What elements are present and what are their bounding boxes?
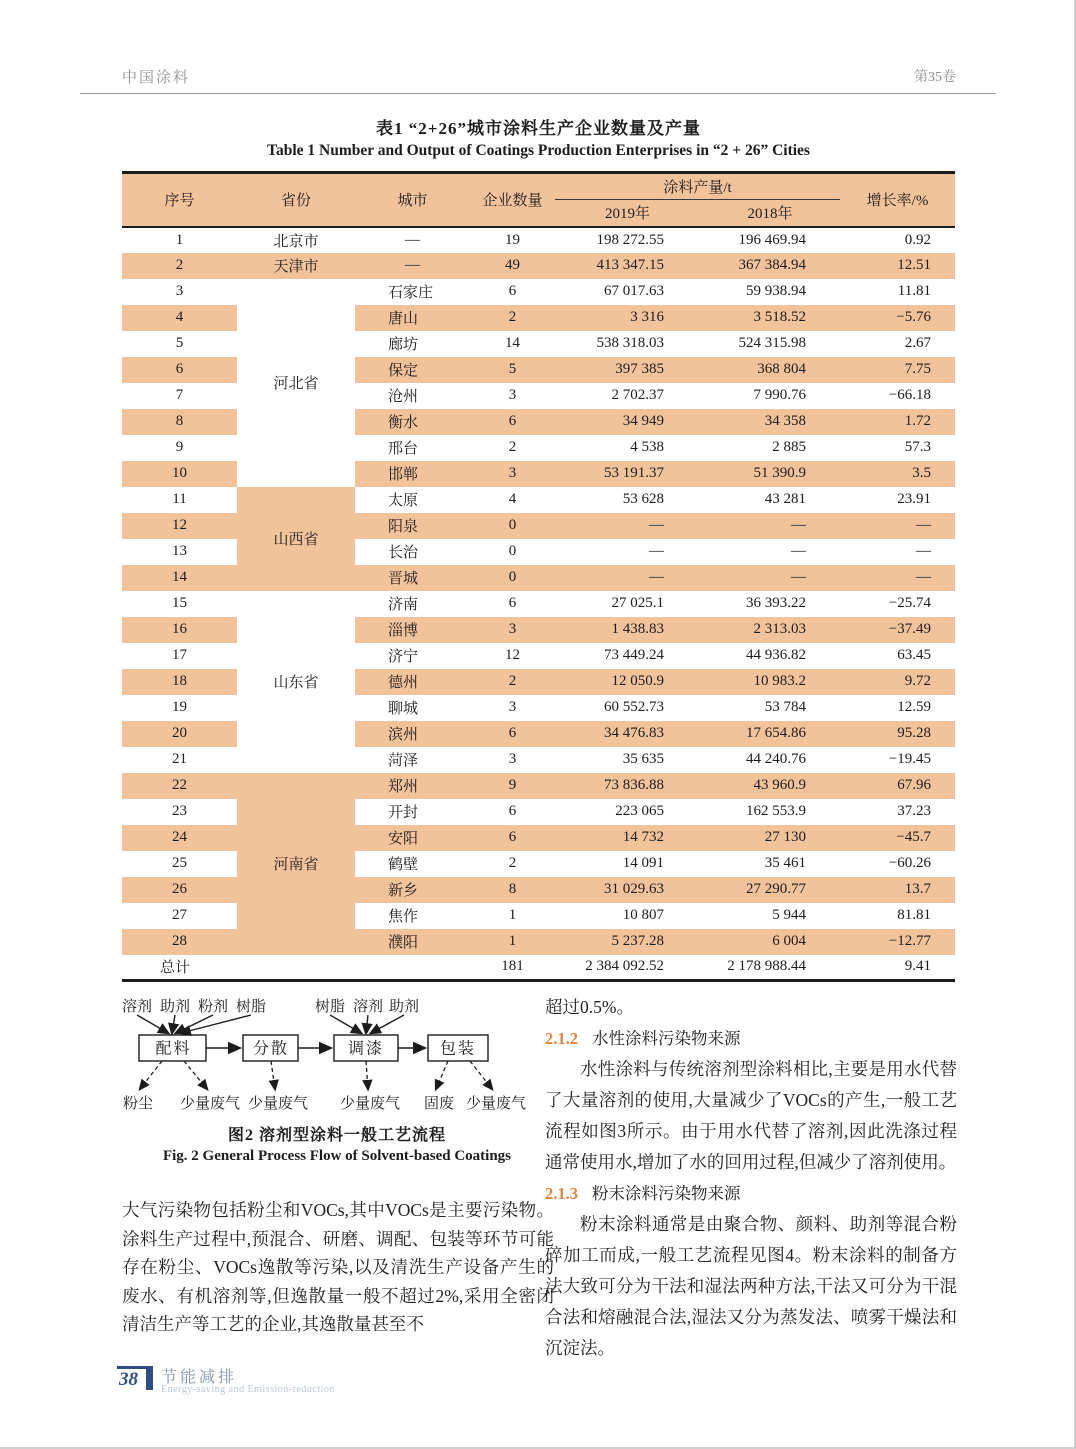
cell-index: 14 [122,565,237,591]
cell-growth: — [840,539,955,565]
cell-index: 16 [122,617,237,643]
section-heading-213 [545,1178,957,1209]
cell-output-2018: 6 004 [700,929,840,955]
header-index: 序号 [122,173,237,227]
flow-output-label: 少量废气 [247,1096,309,1112]
cell-city: 衡水 [355,409,470,435]
cell-city: 太原 [355,487,470,513]
cell-growth: 95.28 [840,721,955,747]
header-output-group: 涂料产量/t [555,173,840,200]
total-output-2018: 2 178 988.44 [700,955,840,981]
cell-index: 13 [122,539,237,565]
page-footer [117,1360,517,1410]
cell-growth: −12.77 [840,929,955,955]
cell-output-2019: 67 017.63 [555,279,700,305]
table-row [122,773,955,799]
cell-index: 19 [122,695,237,721]
section-title: 粉末涂料污染物来源 [592,1184,741,1203]
flow-emission-arrows [140,1061,492,1089]
cell-index: 4 [122,305,237,331]
cell-index: 20 [122,721,237,747]
cell-growth: 1.72 [840,409,955,435]
cell-city: 开封 [355,799,470,825]
cell-enterprises: 12 [470,643,555,669]
paragraph-212: 水性涂料与传统溶剂型涂料相比,主要是用水代替了大量溶剂的使用,大量减少了VOCs的产生,一般工艺流程如图3所示。由于用水代替了溶剂,因此洗涤过程通常使用水,增加了水的回用过程,但减少了溶剂使用。 [545,1059,957,1172]
cell-enterprises: 2 [470,435,555,461]
cell-output-2019: 60 552.73 [555,695,700,721]
cell-output-2019: 34 949 [555,409,700,435]
total-enterprises: 181 [470,955,555,981]
section-title: 水性涂料污染物来源 [592,1029,741,1048]
cell-output-2018: 44 240.76 [700,747,840,773]
cell-enterprises: 3 [470,617,555,643]
cell-city: 滨州 [355,721,470,747]
cell-province: 天津市 [237,253,355,279]
cell-city: 郑州 [355,773,470,799]
cell-enterprises: 0 [470,565,555,591]
flow-box-label: 分散 [252,1040,290,1058]
cell-province: 山西省 [237,487,355,591]
cell-growth: 57.3 [840,435,955,461]
cell-index: 8 [122,409,237,435]
page-number: 38 [119,1369,138,1390]
cell-output-2019: 27 025.1 [555,591,700,617]
cell-city: 菏泽 [355,747,470,773]
cell-output-2019: 53 191.37 [555,461,700,487]
cell-growth: 67.96 [840,773,955,799]
cell-city: 沧州 [355,383,470,409]
section-number: 2.1.2 [545,1029,578,1048]
continuation-text: 超过0.5%。 [545,997,634,1017]
cell-output-2018: 51 390.9 [700,461,840,487]
header-province: 省份 [237,173,355,227]
cell-output-2019: 73 836.88 [555,773,700,799]
cell-index: 2 [122,253,237,279]
header-rule [80,93,996,94]
cell-growth: 11.81 [840,279,955,305]
cell-index: 24 [122,825,237,851]
header-city: 城市 [355,173,470,227]
cell-output-2019: 53 628 [555,487,700,513]
cell-index: 25 [122,851,237,877]
cell-output-2018: 2 885 [700,435,840,461]
cell-enterprises: 49 [470,253,555,279]
cell-output-2019: 5 237.28 [555,929,700,955]
flow-output-label: 粉尘 [122,1096,154,1112]
figure2-diagram [118,998,552,1123]
cell-enterprises: 2 [470,305,555,331]
cell-enterprises: 0 [470,539,555,565]
flow-input-label: 树脂 [314,999,346,1015]
cell-city: 淄博 [355,617,470,643]
cell-enterprises: 3 [470,383,555,409]
cell-city: 安阳 [355,825,470,851]
cell-output-2019: — [555,565,700,591]
volume-number: 第35卷 [914,70,956,85]
cell-index: 9 [122,435,237,461]
cell-growth: −19.45 [840,747,955,773]
cell-output-2018: 7 990.76 [700,383,840,409]
flow-box-label: 包装 [439,1040,477,1058]
total-output-2019: 2 384 092.52 [555,955,700,981]
footer-section-en: Energy-saving and Emission-reduction [161,1384,335,1395]
cell-growth: −45.7 [840,825,955,851]
cell-output-2018: 35 461 [700,851,840,877]
cell-city: 保定 [355,357,470,383]
cell-province: 北京市 [237,227,355,253]
cell-enterprises: 5 [470,357,555,383]
flow-input-label: 粉剂 [197,999,229,1015]
cell-growth: 81.81 [840,903,955,929]
cell-growth: — [840,513,955,539]
cell-enterprises: 0 [470,513,555,539]
cell-enterprises: 19 [470,227,555,253]
cell-enterprises: 2 [470,851,555,877]
cell-output-2019: 2 702.37 [555,383,700,409]
cell-growth: — [840,565,955,591]
cell-enterprises: 6 [470,825,555,851]
cell-output-2019: 538 318.03 [555,331,700,357]
cell-index: 21 [122,747,237,773]
header-growth: 增长率/% [840,173,955,227]
cell-output-2019: 73 449.24 [555,643,700,669]
cell-city: 廊坊 [355,331,470,357]
cell-output-2018: 5 944 [700,903,840,929]
cell-enterprises: 3 [470,461,555,487]
cell-output-2018: 44 936.82 [700,643,840,669]
cell-city: 济南 [355,591,470,617]
cell-index: 1 [122,227,237,253]
cell-city: — [355,227,470,253]
cell-city: 邯郸 [355,461,470,487]
cell-city: 晋城 [355,565,470,591]
cell-growth: 13.7 [840,877,955,903]
cell-index: 12 [122,513,237,539]
cell-enterprises: 6 [470,721,555,747]
cell-growth: 12.59 [840,695,955,721]
section-number: 2.1.3 [545,1184,578,1203]
cell-output-2018: 36 393.22 [700,591,840,617]
cell-output-2019: 31 029.63 [555,877,700,903]
cell-index: 5 [122,331,237,357]
cell-growth: 9.72 [840,669,955,695]
flow-output-label: 少量废气 [465,1096,527,1112]
cell-city: 濮阳 [355,929,470,955]
cell-output-2019: 10 807 [555,903,700,929]
table-row [122,253,955,279]
table-title-zh: 表1 “2+26”城市涂料生产企业数量及产量 [376,119,701,138]
cell-output-2019: 198 272.55 [555,227,700,253]
cell-output-2018: 59 938.94 [700,279,840,305]
process-flow-svg [118,998,552,1118]
table-title-en: Table 1 Number and Output of Coatings Production Enterprises in “2 + 26” Cities [267,142,810,159]
cell-growth: 37.23 [840,799,955,825]
cell-province: 河北省 [237,279,355,487]
cell-output-2019: 223 065 [555,799,700,825]
header-year-2019: 2019年 [555,200,700,227]
cell-growth: −25.74 [840,591,955,617]
figure2-caption-en: Fig. 2 General Process Flow of Solvent-based Coatings [162,1148,512,1164]
total-label: 总计 [122,955,470,981]
cell-index: 22 [122,773,237,799]
cell-city: 长治 [355,539,470,565]
section-heading-212 [545,1023,957,1054]
cell-index: 11 [122,487,237,513]
cell-city: 鹤壁 [355,851,470,877]
cell-index: 6 [122,357,237,383]
cell-enterprises: 6 [470,279,555,305]
flow-output-label: 少量废气 [339,1096,401,1112]
cell-index: 17 [122,643,237,669]
cell-enterprises: 4 [470,487,555,513]
cell-output-2019: 413 347.15 [555,253,700,279]
cell-output-2018: 27 290.77 [700,877,840,903]
cell-output-2018: 2 313.03 [700,617,840,643]
cell-city: 邢台 [355,435,470,461]
cell-city: 阳泉 [355,513,470,539]
cell-enterprises: 14 [470,331,555,357]
cell-output-2018: 10 983.2 [700,669,840,695]
cell-city: 聊城 [355,695,470,721]
cell-output-2019: 14 091 [555,851,700,877]
table-row [122,227,955,253]
cell-growth: 63.45 [840,643,955,669]
flow-input-arrows [137,1015,404,1033]
cell-output-2018: — [700,565,840,591]
cell-index: 18 [122,669,237,695]
table1-wrapper [122,171,955,982]
flow-input-label: 助剂 [388,999,420,1015]
cell-output-2018: — [700,539,840,565]
cell-growth: −37.49 [840,617,955,643]
cell-city: 新乡 [355,877,470,903]
journal-name: 中国涂料 [122,70,191,86]
header-enterprises: 企业数量 [470,173,555,227]
flow-output-label: 少量废气 [179,1096,241,1112]
cell-city: 唐山 [355,305,470,331]
cell-enterprises: 1 [470,929,555,955]
cell-output-2019: 397 385 [555,357,700,383]
cell-output-2018: 34 358 [700,409,840,435]
cell-index: 15 [122,591,237,617]
footer-section-zh: 节能减排 [161,1369,238,1386]
coatings-table [122,171,955,982]
cell-growth: −66.18 [840,383,955,409]
cell-enterprises: 9 [470,773,555,799]
cell-growth: 23.91 [840,487,955,513]
cell-output-2019: 12 050.9 [555,669,700,695]
cell-output-2018: 27 130 [700,825,840,851]
cell-output-2018: 43 281 [700,487,840,513]
header-year-2018: 2018年 [700,200,840,227]
cell-index: 27 [122,903,237,929]
cell-city: 济宁 [355,643,470,669]
flow-box-label: 调漆 [347,1040,385,1058]
flow-input-label: 树脂 [235,999,267,1015]
flow-input-label: 溶剂 [352,999,384,1015]
table-header [122,173,955,227]
cell-city: 焦作 [355,903,470,929]
cell-growth: 7.75 [840,357,955,383]
right-column [545,992,957,1364]
total-growth: 9.41 [840,955,955,981]
cell-output-2018: 53 784 [700,695,840,721]
cell-output-2019: 14 732 [555,825,700,851]
cell-output-2019: 35 635 [555,747,700,773]
cell-growth: 12.51 [840,253,955,279]
cell-growth: −60.26 [840,851,955,877]
cell-output-2019: 34 476.83 [555,721,700,747]
paragraph-213: 粉末涂料通常是由聚合物、颜料、助剂等混合粉碎加工而成,一般工艺流程见图4。粉末涂料的制备方法大致可分为干法和湿法两种方法,干法又可分为干混合法和熔融混合法,湿法又分为蒸发法、喷雾干燥法和沉淀法。 [545,1214,957,1358]
cell-city: 石家庄 [355,279,470,305]
cell-output-2018: 3 518.52 [700,305,840,331]
cell-output-2019: — [555,539,700,565]
table-row [122,487,955,513]
cell-index: 26 [122,877,237,903]
flow-input-label: 溶剂 [121,999,153,1015]
cell-enterprises: 6 [470,409,555,435]
left-column-paragraph: 大气污染物包括粉尘和VOCs,其中VOCs是主要污染物。涂料生产过程中,预混合、研磨、调配、包装等环节可能存在粉尘、VOCs逸散等污染,以及清洗生产设备产生的废水、有机溶剂等,但逸散量一般不超过2%,采用全密闭清洁生产等工艺的企业,其逸散量甚至不 [122,1200,554,1334]
cell-city: — [355,253,470,279]
table-body [122,227,955,981]
cell-enterprises: 8 [470,877,555,903]
cell-enterprises: 6 [470,591,555,617]
cell-growth: 3.5 [840,461,955,487]
cell-output-2018: 196 469.94 [700,227,840,253]
cell-output-2018: 367 384.94 [700,253,840,279]
flow-box-label: 配料 [155,1040,192,1058]
cell-enterprises: 3 [470,747,555,773]
cell-growth: −5.76 [840,305,955,331]
cell-output-2018: 17 654.86 [700,721,840,747]
cell-growth: 2.67 [840,331,955,357]
footer-bracket-icon [146,1366,153,1390]
cell-output-2018: 524 315.98 [700,331,840,357]
cell-index: 28 [122,929,237,955]
flow-input-label: 助剂 [159,999,191,1015]
cell-output-2019: — [555,513,700,539]
cell-index: 23 [122,799,237,825]
table-row [122,279,955,305]
cell-output-2019: 1 438.83 [555,617,700,643]
table-total-row [122,955,955,981]
cell-index: 7 [122,383,237,409]
cell-output-2018: — [700,513,840,539]
cell-index: 3 [122,279,237,305]
cell-output-2018: 162 553.9 [700,799,840,825]
cell-output-2019: 3 316 [555,305,700,331]
cell-output-2018: 368 804 [700,357,840,383]
table-row [122,591,955,617]
cell-enterprises: 2 [470,669,555,695]
flow-output-label: 固废 [423,1096,455,1112]
cell-province: 河南省 [237,773,355,955]
cell-growth: 0.92 [840,227,955,253]
cell-enterprises: 6 [470,799,555,825]
cell-output-2019: 4 538 [555,435,700,461]
cell-index: 10 [122,461,237,487]
cell-city: 德州 [355,669,470,695]
cell-province: 山东省 [237,591,355,773]
cell-enterprises: 3 [470,695,555,721]
cell-output-2018: 43 960.9 [700,773,840,799]
figure2-caption-zh: 图2 溶剂型涂料一般工艺流程 [227,1127,446,1144]
cell-enterprises: 1 [470,903,555,929]
